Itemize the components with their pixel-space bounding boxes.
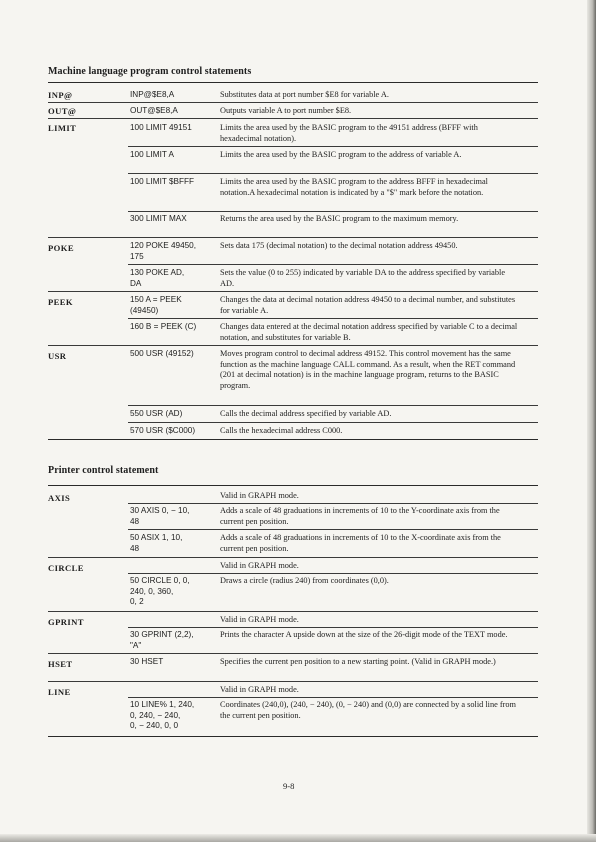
- row-divider: [128, 697, 538, 698]
- command-name: LIMIT: [48, 123, 77, 133]
- example-code: 100 LIMIT 49151: [130, 123, 192, 132]
- row-divider: [48, 237, 538, 238]
- section-bottom-rule: [48, 439, 538, 440]
- row-divider: [128, 573, 538, 574]
- command-description: Adds a scale of 48 graduations in increments of 10 to the Y-coordinate axis from the current pen position.: [220, 506, 500, 526]
- section-top-rule: [48, 485, 538, 486]
- command-description: Draws a circle (radius 240) from coordinates (0,0).: [220, 576, 389, 585]
- row-divider: [48, 557, 538, 558]
- command-name: PEEK: [48, 297, 73, 307]
- command-name: CIRCLE: [48, 563, 84, 573]
- example-code: 100 LIMIT $BFFF: [130, 177, 195, 186]
- section-title: Machine language program control statements: [48, 66, 252, 77]
- example-code: 130 POKE AD, DA: [130, 268, 185, 288]
- example-code: INP@$E8,A: [130, 90, 175, 99]
- example-code: 50 ASIX 1, 10, 48: [130, 533, 183, 553]
- command-name: USR: [48, 351, 67, 361]
- row-divider: [128, 264, 538, 265]
- row-divider: [128, 405, 538, 406]
- command-description: Sets the value (0 to 255) indicated by variable DA to the address specified by variable AD.: [220, 268, 506, 288]
- example-code: 10 LINE% 1, 240, 0, 240, − 240, 0, − 240, 0, 0: [130, 700, 195, 731]
- row-divider: [128, 422, 538, 423]
- command-description: Returns the area used by the BASIC program to the maximum memory.: [220, 214, 459, 223]
- page-edge: [587, 0, 596, 842]
- example-code: 150 A = PEEK (49450): [130, 295, 182, 315]
- example-code: 30 AXIS 0, − 10, 48: [130, 506, 190, 526]
- example-code: 50 CIRCLE 0, 0, 240, 0, 360, 0, 2: [130, 576, 190, 607]
- command-name: INP@: [48, 90, 73, 100]
- example-code: 30 HSET: [130, 657, 164, 666]
- section-bottom-rule: [48, 736, 538, 737]
- command-description: Calls the hexadecimal address C000.: [220, 426, 343, 435]
- example-code: 30 GPRINT (2,2), "A": [130, 630, 194, 650]
- row-divider: [128, 146, 538, 147]
- command-name: POKE: [48, 243, 74, 253]
- example-code: OUT@$E8,A: [130, 106, 178, 115]
- command-description: Changes the data at decimal notation address 49450 to a decimal number, and substitutes for variable A.: [220, 295, 516, 315]
- row-divider: [128, 318, 538, 319]
- command-description: Valid in GRAPH mode.: [220, 685, 299, 694]
- command-name: GPRINT: [48, 617, 84, 627]
- example-code: 500 USR (49152): [130, 349, 194, 358]
- command-description: Coordinates (240,0), (240, − 240), (0, − 240) and (0,0) are connected by a solid line from the current pen position.: [220, 700, 516, 720]
- example-code: 300 LIMIT MAX: [130, 214, 187, 223]
- command-name: HSET: [48, 659, 73, 669]
- command-description: Specifies the current pen position to a new starting point. (Valid in GRAPH mode.): [220, 657, 496, 666]
- command-description: Calls the decimal address specified by variable AD.: [220, 409, 392, 418]
- row-divider: [128, 173, 538, 174]
- row-divider: [128, 503, 538, 504]
- command-description: Valid in GRAPH mode.: [220, 491, 299, 500]
- command-description: Limits the area used by the BASIC program to the address BFFF in hexadecimal notation.A hexadecimal notation is indicated by a "$" mark before the notation.: [220, 177, 488, 197]
- section-title: Printer control statement: [48, 465, 159, 476]
- row-divider: [48, 102, 538, 103]
- example-code: 550 USR (AD): [130, 409, 183, 418]
- row-divider: [48, 345, 538, 346]
- page-number: 9-8: [283, 781, 295, 791]
- command-description: Limits the area used by the BASIC program to the address of variable A.: [220, 150, 462, 159]
- example-code: 100 LIMIT A: [130, 150, 174, 159]
- command-description: Adds a scale of 48 graduations in increments of 10 to the X-coordinate axis from the current pen position.: [220, 533, 501, 553]
- row-divider: [48, 118, 538, 119]
- command-description: Limits the area used by the BASIC program to the 49151 address (BFFF with hexadecimal notation).: [220, 123, 478, 143]
- command-description: Changes data entered at the decimal notation address specified by variable C to a decimal notation, and substitutes for variable B.: [220, 322, 518, 342]
- row-divider: [48, 291, 538, 292]
- command-name: LINE: [48, 687, 71, 697]
- command-description: Valid in GRAPH mode.: [220, 615, 299, 624]
- row-divider: [48, 681, 538, 682]
- example-code: 160 B = PEEK (C): [130, 322, 197, 331]
- example-code: 570 USR ($C000): [130, 426, 196, 435]
- command-description: Moves program control to decimal address 49152. This control movement has the same function as the machine language CALL command. As a result, when the RET command (201 at decimal notation) is in the machine language program, returns to the BASIC program.: [220, 349, 516, 390]
- command-description: Outputs variable A to port number $E8.: [220, 106, 352, 115]
- example-code: 120 POKE 49450, 175: [130, 241, 197, 261]
- row-divider: [128, 211, 538, 212]
- row-divider: [48, 653, 538, 654]
- command-description: Substitutes data at port number $E8 for variable A.: [220, 90, 389, 99]
- row-divider: [48, 611, 538, 612]
- command-description: Prints the character A upside down at the size of the 26-digit mode of the TEXT mode.: [220, 630, 508, 639]
- page-edge-bottom: [0, 834, 596, 842]
- row-divider: [128, 529, 538, 530]
- command-description: Sets data 175 (decimal notation) to the decimal notation address 49450.: [220, 241, 458, 250]
- command-name: OUT@: [48, 106, 77, 116]
- row-divider: [128, 627, 538, 628]
- command-name: AXIS: [48, 493, 71, 503]
- command-description: Valid in GRAPH mode.: [220, 561, 299, 570]
- section-top-rule: [48, 82, 538, 83]
